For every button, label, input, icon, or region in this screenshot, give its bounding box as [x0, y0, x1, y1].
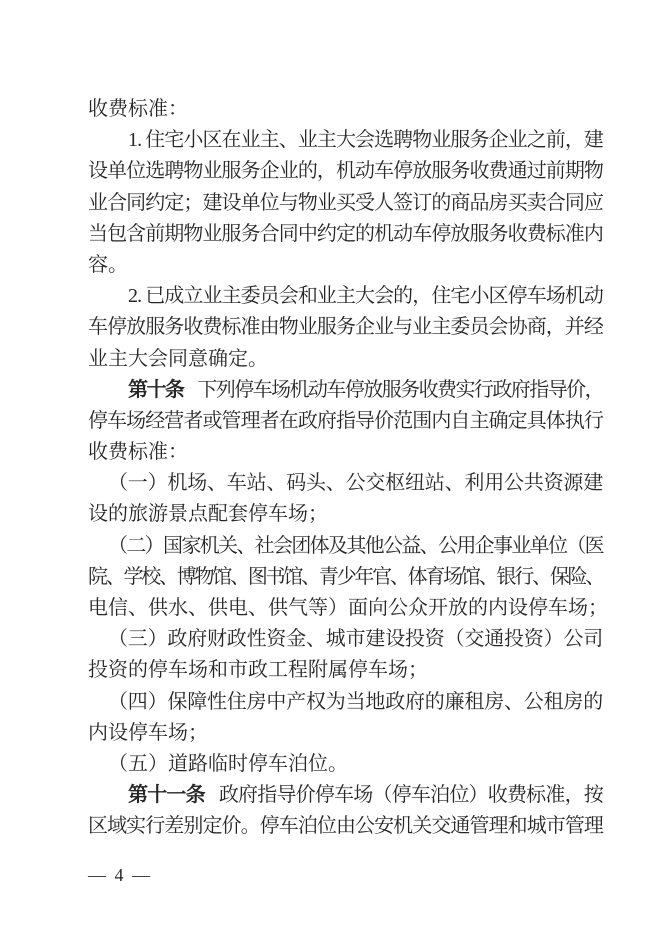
line-text: （二）国家机关、社会团体及其他公益、公用企事业单位（医: [108, 534, 603, 557]
line-text: （一）机场、车站、码头、公交枢纽站、利用公共资源建: [108, 472, 603, 495]
line-text: 收费标准：: [88, 441, 188, 464]
text-line: [88, 312, 603, 343]
line-text: 1. 住宅小区在业主、业主大会选聘物业服务企业之前，建: [128, 129, 603, 152]
line-text: 区域实行差别定价。停车泊位由公安机关交通管理和城市管理: [88, 815, 603, 838]
line-text: 下列停车场机动车停放服务收费实行政府指导价，: [197, 378, 604, 401]
text-line: [88, 219, 603, 250]
text-line: [88, 250, 603, 281]
text-line: [88, 749, 603, 780]
article-heading-line: [88, 780, 603, 811]
line-text: 电信、供水、供电、供气等）面向公众开放的内设停车场；: [88, 597, 608, 619]
text-line: [88, 531, 603, 562]
line-text: 院、学校、博物馆、图书馆、青少年官、体育场馆、银行、保险、: [88, 565, 603, 588]
line-text: 当包含前期物业服务合同中约定的机动车停放服务收费标准内: [88, 222, 603, 245]
text-line: [88, 125, 603, 156]
text-line: [88, 281, 603, 312]
page-number: — 4 —: [88, 865, 152, 885]
text-line: [88, 499, 603, 530]
text-line: [88, 811, 603, 842]
line-text: 内设停车场；: [88, 721, 208, 744]
text-line: [88, 94, 603, 125]
line-text: 收费标准：: [88, 98, 188, 120]
line-text: （四）保障性住房中产权为当地政府的廉租房、公租房的: [108, 690, 603, 713]
line-text: 停车场经营者或管理者在政府指导价范围内自主确定具体执行: [88, 409, 603, 432]
text-line: [88, 188, 603, 219]
line-text: （三）政府财政性资金、城市建设投资（交通投资）公司: [108, 628, 603, 651]
text-line: [88, 562, 603, 593]
text-line: [88, 406, 603, 437]
document-text-block: [88, 94, 608, 843]
text-line: [88, 593, 608, 624]
text-line: [88, 687, 603, 718]
line-text: 业合同约定；建设单位与物业买受人签订的商品房买卖合同应: [88, 191, 603, 214]
line-text: （五）道路临时停车泊位。: [108, 752, 348, 775]
line-text: 设单位选聘物业服务企业的，机动车停放服务收费通过前期物: [88, 160, 603, 183]
text-line: [88, 437, 603, 468]
text-line: [88, 624, 603, 655]
article-number: 第十一条: [128, 784, 205, 807]
line-text: 车停放服务收费标准由物业服务企业与业主委员会协商，并经: [88, 316, 603, 339]
line-text: 投资的停车场和市政工程附属停车场；: [88, 659, 428, 682]
article-heading-line: [88, 375, 603, 406]
line-text: 容。: [88, 253, 128, 276]
text-line: [88, 156, 603, 187]
text-line: [88, 468, 603, 499]
line-text: 设的旅游景点配套停车场；: [88, 503, 328, 526]
line-text: 政府指导价停车场（停车泊位）收费标准，按: [218, 784, 604, 807]
text-line: [88, 718, 603, 749]
line-text: 2. 已成立业主委员会和业主大会的，住宅小区停车场机动: [128, 285, 603, 308]
text-line: [88, 655, 603, 686]
text-line: [88, 344, 603, 375]
article-number: 第十条: [128, 378, 184, 401]
line-text: 业主大会同意确定。: [88, 347, 268, 370]
